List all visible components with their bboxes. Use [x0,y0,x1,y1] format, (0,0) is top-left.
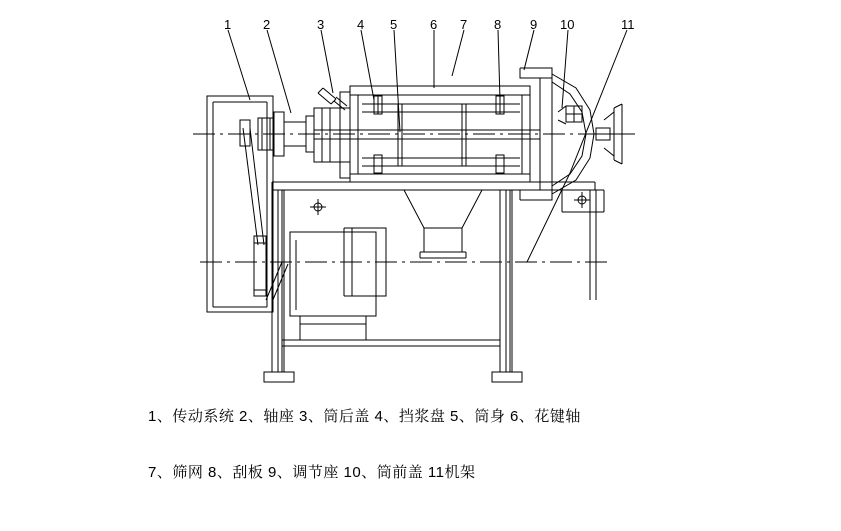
legend [0,408,841,482]
legend-line-2: 7、筛网 8、刮板 9、调节座 10、筒前盖 11机架 [148,464,476,481]
callout-number-4: 4 [357,17,365,32]
callout-number-5: 5 [390,17,398,32]
callout-number-7: 7 [460,17,468,32]
handwheel [594,104,622,164]
callout-number-10: 10 [560,17,575,32]
callout-number-1: 1 [224,17,232,32]
callout-number-9: 9 [530,17,538,32]
pulp-baffle-discs [398,104,466,166]
legend-line-1: 1、传动系统 2、轴座 3、筒后盖 4、挡浆盘 5、筒身 6、花键轴 [148,408,581,425]
discharge-hopper [404,190,482,258]
callout-number-11: 11 [621,17,635,32]
callout-number-6: 6 [430,17,438,32]
callout-number-8: 8 [494,17,502,32]
motor [290,228,386,340]
callout-number-3: 3 [317,17,325,32]
machine-frame [264,182,596,382]
adjustment-seat [558,106,582,124]
rear-cover [314,92,350,178]
callout-number-2: 2 [263,17,271,32]
